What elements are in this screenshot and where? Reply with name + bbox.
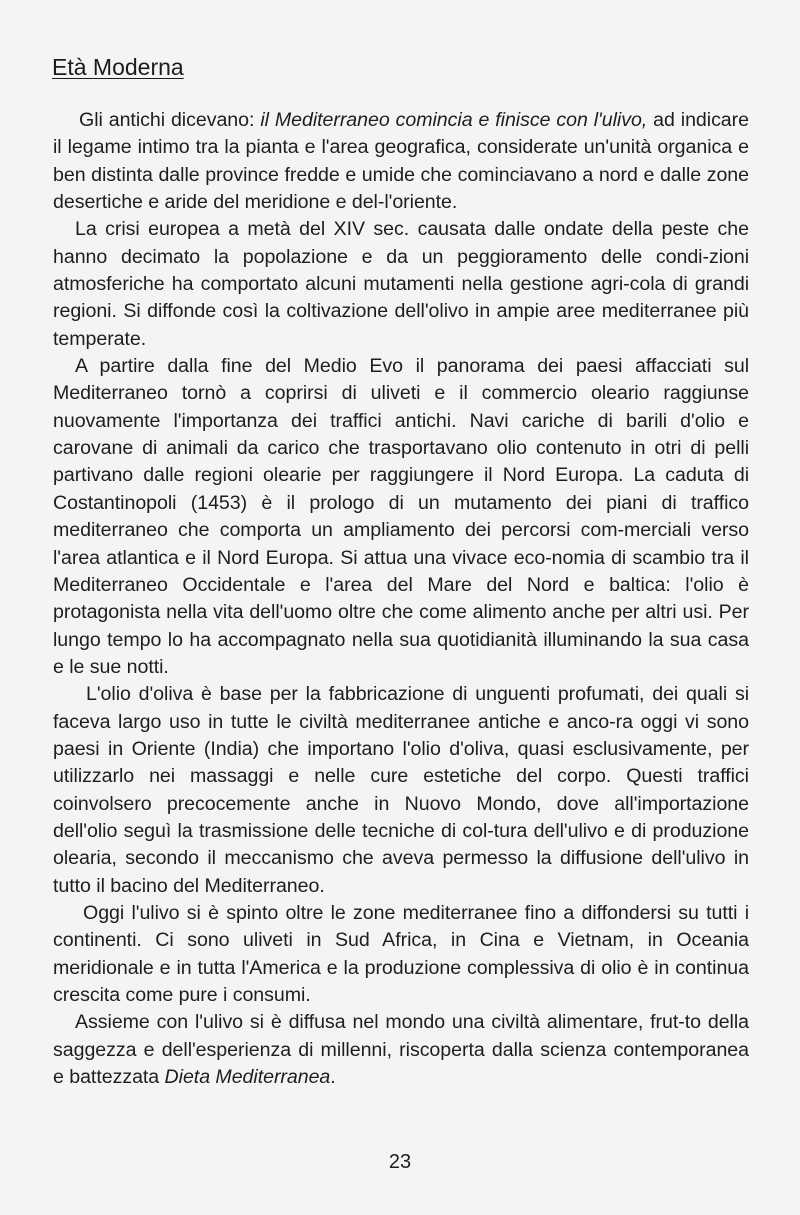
paragraph-1-before: Gli antichi dicevano: — [79, 109, 261, 131]
body-text — [53, 107, 749, 1091]
paragraph-5: Oggi l'ulivo si è spinto oltre le zone mediterranee fino a diffondersi su tutti i continenti. Ci sono uliveti in Sud Africa, in Cina e Vietnam, in Oceania meridionale e in tutta l'America e la produzione complessiva di olio è in continua crescita come pure i consumi. — [53, 901, 749, 1006]
paragraph-1-italic-quote: il Mediterraneo comincia e finisce con l'ulivo, — [260, 109, 648, 131]
paragraph-1 — [53, 107, 749, 216]
page-number: 23 — [388, 1151, 412, 1173]
paragraph-6-after: . — [330, 1066, 336, 1089]
paragraph-6 — [53, 1009, 749, 1091]
paragraph-4: L'olio d'oliva è base per la fabbricazione di unguenti profumati, dei quali si faceva largo uso in tutte le civiltà mediterranee antiche e anco-ra oggi vi sono paesi in Oriente (India) che importano l'olio d'oliva, quasi esclusivamente, per utilizzarlo nei massaggi e nelle cure estetiche del corpo. Questi traffici coinvolsero precocemente anche in Nuovo Mondo, dove all'importazione dell'olio seguì la trasmissione delle tecniche di col-tura dell'ulivo e di produzione olearia, secondo il meccanismo che aveva permesso la diffusione dell'ulivo in tutto il bacino del Mediterraneo. — [53, 683, 749, 897]
section-title: Età Moderna — [52, 54, 184, 80]
paragraph-3: A partire dalla fine del Medio Evo il panorama dei paesi affacciati sul Mediterraneo tornò a coprirsi di uliveti e il commercio oleario raggiunse nuovamente l'importanza dei traffici antichi. Navi cariche di barili d'olio e carovane di animali da carico che trasportavano olio contenuto in otri di pelli partivano dalle regioni olearie per raggiungere il Nord Europa. La caduta di Costantinopoli (1453) è il prologo di un mutamento dei piani di traffico mediterraneo che comporta un ampliamento dei percorsi com-merciali verso l'area atlantica e il Nord Europa. Si attua una vivace eco-nomia di scambio tra il Mediterraneo Occidentale e l'area del Mare del Nord e baltica: l'olio è protagonista nella vita dell'uomo oltre che come alimento anche per altri usi. Per lungo tempo lo ha accompagnato nella sua quotidianità illuminando la sua casa e le sue notti. — [53, 355, 749, 678]
paragraph-6-italic-term: Dieta Mediterranea — [164, 1066, 331, 1089]
paragraph-2: La crisi europea a metà del XIV sec. causata dalle ondate della peste che hanno decimato la popolazione e da un peggioramento delle condi-zioni atmosferiche ha comportato alcuni mutamenti nella gestione agri-cola di grandi regioni. Si diffonde così la coltivazione dell'olivo in ampie aree mediterranee più temperate. — [53, 218, 749, 350]
paragraph-1-after: ad indicare il legame intimo tra la pianta e l'area geografica, considerate un'unità organica e ben distinta dalle province fredde e umide che cominciavano a nord e dalle zone desertiche e aride del meridione e del-l'oriente. — [53, 109, 749, 214]
paragraph-6-before: Assieme con l'ulivo si è diffusa nel mondo una civiltà alimentare, frut-to della saggezza e dell'esperienza di millenni, riscoperta dalla scienza contemporanea e battezzata — [53, 1011, 749, 1089]
